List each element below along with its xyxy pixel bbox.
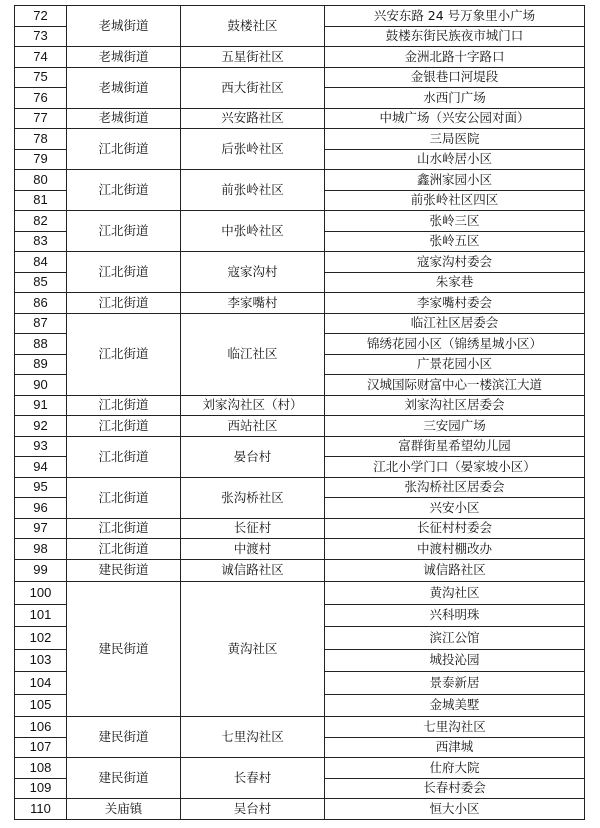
community-cell: 诚信路社区: [181, 559, 325, 582]
row-number: 92: [15, 416, 67, 437]
community-cell: 刘家沟社区（村）: [181, 395, 325, 416]
street-cell: 老城街道: [67, 47, 181, 68]
location-cell: 鑫洲家园小区: [325, 170, 585, 191]
row-number: 101: [15, 604, 67, 627]
location-cell: 三安园广场: [325, 416, 585, 437]
table-row: [15, 559, 585, 582]
row-number: 91: [15, 395, 67, 416]
location-cell: 恒大小区: [325, 799, 585, 820]
row-number: 80: [15, 170, 67, 191]
street-cell: 江北街道: [67, 477, 181, 518]
table-row: [15, 211, 585, 232]
location-cell: 金城美墅: [325, 694, 585, 717]
location-cell: 山水岭居小区: [325, 149, 585, 170]
community-cell: 吴台村: [181, 799, 325, 820]
location-cell: 西津城: [325, 737, 585, 758]
table-row: [15, 758, 585, 779]
row-number: 100: [15, 582, 67, 605]
location-cell: 中城广场（兴安公园对面）: [325, 108, 585, 129]
table-row: [15, 252, 585, 273]
location-cell: 江北小学门口（晏家坡小区）: [325, 457, 585, 478]
location-cell: 张沟桥社区居委会: [325, 477, 585, 498]
location-cell: 锦绣花园小区（锦绣星城小区）: [325, 334, 585, 355]
location-cell: 兴科明珠: [325, 604, 585, 627]
table-row: [15, 170, 585, 191]
table-row: [15, 313, 585, 334]
table-row: [15, 129, 585, 150]
row-number: 74: [15, 47, 67, 68]
street-cell: 建民街道: [67, 559, 181, 582]
location-table: [14, 5, 585, 820]
location-cell: 黄沟社区: [325, 582, 585, 605]
community-cell: 寇家沟村: [181, 252, 325, 293]
location-cell: 李家嘴村委会: [325, 293, 585, 314]
community-cell: 晏台村: [181, 436, 325, 477]
row-number: 73: [15, 26, 67, 47]
location-cell: 朱家巷: [325, 272, 585, 293]
location-cell: 景泰新居: [325, 672, 585, 695]
table-row: [15, 293, 585, 314]
street-cell: 江北街道: [67, 129, 181, 170]
street-cell: 江北街道: [67, 416, 181, 437]
row-number: 105: [15, 694, 67, 717]
row-number: 85: [15, 272, 67, 293]
row-number: 79: [15, 149, 67, 170]
row-number: 78: [15, 129, 67, 150]
row-number: 109: [15, 778, 67, 799]
street-cell: 关庙镇: [67, 799, 181, 820]
community-cell: 长春村: [181, 758, 325, 799]
street-cell: 江北街道: [67, 170, 181, 211]
location-cell: 中渡村棚改办: [325, 539, 585, 560]
table-row: [15, 477, 585, 498]
community-cell: 鼓楼社区: [181, 6, 325, 47]
street-cell: 江北街道: [67, 436, 181, 477]
row-number: 102: [15, 627, 67, 650]
row-number: 72: [15, 6, 67, 27]
row-number: 104: [15, 672, 67, 695]
street-cell: 建民街道: [67, 758, 181, 799]
location-cell: 广景花园小区: [325, 354, 585, 375]
community-cell: 后张岭社区: [181, 129, 325, 170]
location-cell: 寇家沟村委会: [325, 252, 585, 273]
row-number: 90: [15, 375, 67, 396]
community-cell: 前张岭社区: [181, 170, 325, 211]
street-cell: 建民街道: [67, 717, 181, 758]
row-number: 82: [15, 211, 67, 232]
row-number: 106: [15, 717, 67, 738]
table-row: [15, 539, 585, 560]
row-number: 75: [15, 67, 67, 88]
community-cell: 长征村: [181, 518, 325, 539]
location-cell: 兴安东路 24 号万象里小广场: [325, 6, 585, 27]
table-row: [15, 108, 585, 129]
community-cell: 李家嘴村: [181, 293, 325, 314]
row-number: 99: [15, 559, 67, 582]
document-table-container: [14, 5, 584, 826]
location-cell: 长春村委会: [325, 778, 585, 799]
location-cell: 富群街星希望幼儿园: [325, 436, 585, 457]
community-cell: 中渡村: [181, 539, 325, 560]
location-cell: 鼓楼东街民族夜市城门口: [325, 26, 585, 47]
location-cell: 滨江公馆: [325, 627, 585, 650]
street-cell: 建民街道: [67, 582, 181, 717]
location-cell: 临江社区居委会: [325, 313, 585, 334]
row-number: 89: [15, 354, 67, 375]
location-cell: 七里沟社区: [325, 717, 585, 738]
location-cell: 金洲北路十字路口: [325, 47, 585, 68]
street-cell: 老城街道: [67, 6, 181, 47]
street-cell: 江北街道: [67, 518, 181, 539]
location-cell: 仕府大院: [325, 758, 585, 779]
row-number: 83: [15, 231, 67, 252]
location-cell: 水西门广场: [325, 88, 585, 109]
row-number: 76: [15, 88, 67, 109]
row-number: 81: [15, 190, 67, 211]
row-number: 94: [15, 457, 67, 478]
street-cell: 老城街道: [67, 67, 181, 108]
table-row: [15, 47, 585, 68]
location-cell: 城投沁园: [325, 649, 585, 672]
row-number: 95: [15, 477, 67, 498]
street-cell: 江北街道: [67, 539, 181, 560]
row-number: 107: [15, 737, 67, 758]
row-number: 98: [15, 539, 67, 560]
table-row: [15, 518, 585, 539]
location-cell: 三局医院: [325, 129, 585, 150]
street-cell: 江北街道: [67, 313, 181, 395]
row-number: 87: [15, 313, 67, 334]
street-cell: 江北街道: [67, 252, 181, 293]
row-number: 110: [15, 799, 67, 820]
street-cell: 江北街道: [67, 211, 181, 252]
row-number: 103: [15, 649, 67, 672]
location-cell: 汉城国际财富中心一楼滨江大道: [325, 375, 585, 396]
table-row: [15, 395, 585, 416]
row-number: 108: [15, 758, 67, 779]
location-cell: 兴安小区: [325, 498, 585, 519]
table-row: [15, 582, 585, 605]
location-cell: 诚信路社区: [325, 559, 585, 582]
street-cell: 江北街道: [67, 293, 181, 314]
location-cell: 前张岭社区四区: [325, 190, 585, 211]
row-number: 88: [15, 334, 67, 355]
community-cell: 中张岭社区: [181, 211, 325, 252]
row-number: 97: [15, 518, 67, 539]
community-cell: 兴安路社区: [181, 108, 325, 129]
street-cell: 江北街道: [67, 395, 181, 416]
table-row: [15, 416, 585, 437]
location-cell: 金银巷口河堤段: [325, 67, 585, 88]
community-cell: 五星街社区: [181, 47, 325, 68]
row-number: 86: [15, 293, 67, 314]
community-cell: 临江社区: [181, 313, 325, 395]
location-cell: 刘家沟社区居委会: [325, 395, 585, 416]
location-cell: 张岭五区: [325, 231, 585, 252]
community-cell: 七里沟社区: [181, 717, 325, 758]
community-cell: 黄沟社区: [181, 582, 325, 717]
row-number: 93: [15, 436, 67, 457]
row-number: 84: [15, 252, 67, 273]
location-cell: 张岭三区: [325, 211, 585, 232]
table-row: [15, 799, 585, 820]
table-row: [15, 436, 585, 457]
table-row: [15, 717, 585, 738]
location-cell: 长征村村委会: [325, 518, 585, 539]
row-number: 96: [15, 498, 67, 519]
street-cell: 老城街道: [67, 108, 181, 129]
community-cell: 西站社区: [181, 416, 325, 437]
community-cell: 张沟桥社区: [181, 477, 325, 518]
community-cell: 西大街社区: [181, 67, 325, 108]
table-row: [15, 6, 585, 27]
row-number: 77: [15, 108, 67, 129]
table-row: [15, 67, 585, 88]
